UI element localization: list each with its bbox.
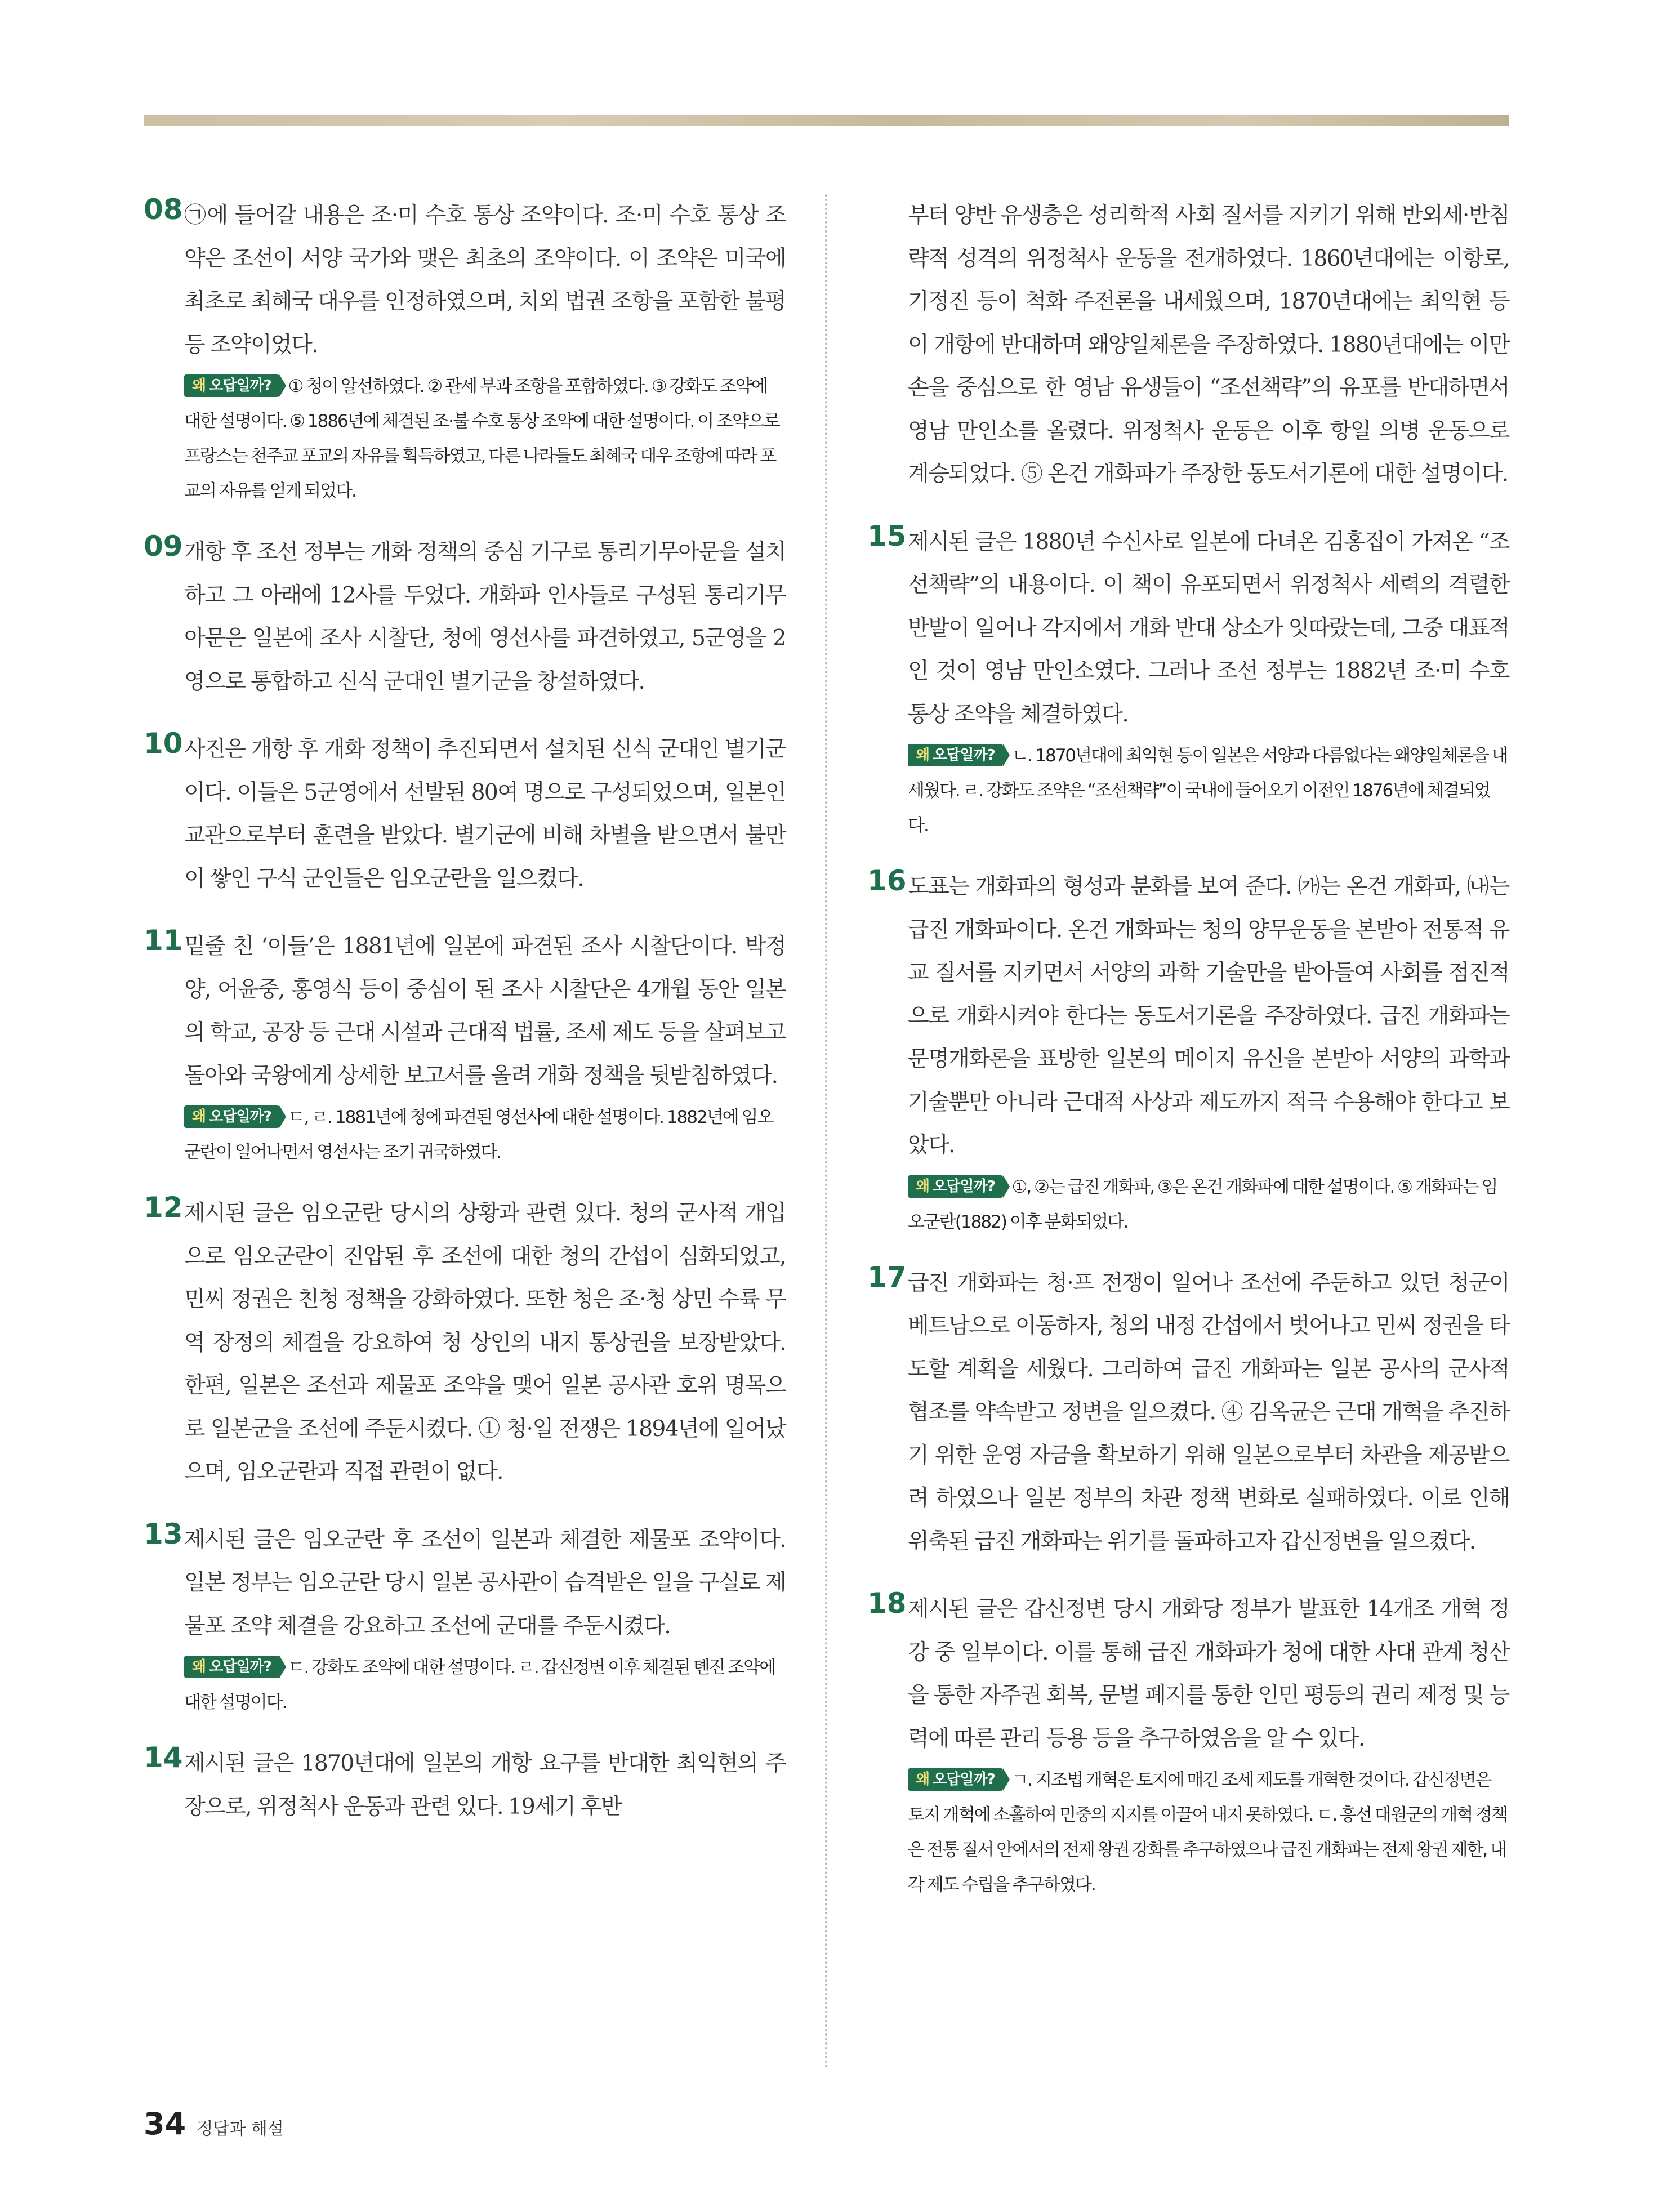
explanation-text: 제시된 글은 1880년 수신사로 일본에 다녀온 김홍집이 가져온 “조선책략”의 내용이다. 이 책이 유포되면서 위정척사 세력의 격렬한 반발이 일어나 각지에서 개화 반대 상소가 잇따랐는데, 그중 대표적인 것이 영남 만인소였다. 그러나 조선 정부는 1882년 조·미 수호 통상 조약을 체결하였다. — [908, 529, 1509, 727]
explanation-text: 제시된 글은 임오군란 당시의 상황과 관련 있다. 청의 군사적 개입으로 임오군란이 진압된 후 조선에 대한 청의 간섭이 심화되었고, 민씨 정권은 친청 정책을 강화하였다. 또한 청은 조·청 상민 수륙 무역 장정의 체결을 강요하여 청 상인의 내지 통상권을 보장받았다. 한편, 일본은 조선과 제물포 조약을 맺어 일본 공사관 호위 명목으로 일본군을 조선에 주둔시켰다. ① 청·일 전쟁은 1894년에 일어났으며, 임오군란과 직접 관련이 없다. — [184, 1201, 786, 1484]
explanation-text: 부터 양반 유생층은 성리학적 사회 질서를 지키기 위해 반외세·반침략적 성격의 위정척사 운동을 전개하였다. 1860년대에는 이항로, 기정진 등이 척화 주전론을 내세웠으며, 1870년대에는 최익현 등이 개항에 반대하며 왜양일체론을 주장하였다. 1880년대에는 이만손을 중심으로 한 영남 유생들이 “조선책략”의 유포를 반대하면서 영남 만인소를 올렸다. 위정척사 운동은 이후 항일 의병 운동으로 계승되었다. ⑤ 온건 개화파가 주장한 동도서기론에 대한 설명이다. — [908, 203, 1509, 487]
answer-item-12 — [144, 1192, 786, 1494]
answer-item-09 — [144, 531, 786, 703]
explanation-text: 제시된 글은 갑신정변 당시 개화당 정부가 발표한 14개조 개혁 정강 중 일부이다. 이를 통해 급진 개화파가 청에 대한 사대 관계 청산을 통한 자주권 회복, 문벌 폐지를 통한 인민 평등의 권리 제정 및 능력에 따른 관리 등용 등을 추구하였음을 알 수 있다. — [908, 1596, 1509, 1751]
right-column — [867, 194, 1509, 1902]
page-number: 34 — [144, 2106, 186, 2142]
column-divider — [825, 194, 827, 2070]
wrong-answer-note — [908, 1763, 1509, 1902]
wrong-answer-badge: 왜 오답일까? — [184, 1656, 279, 1678]
wrong-answer-note — [908, 738, 1509, 843]
answer-item-17 — [867, 1262, 1509, 1564]
answer-item-10 — [144, 728, 786, 900]
answer-item-08 — [144, 194, 786, 509]
item-number: 17 — [867, 1260, 907, 1294]
wrong-answer-badge: 왜 오답일까? — [184, 374, 279, 397]
item-number: 09 — [144, 530, 183, 563]
note-text: ㄷ. 강화도 조약에 대한 설명이다. ㄹ. 갑신정변 이후 체결된 톈진 조약에 대한 설명이다. — [184, 1657, 775, 1712]
left-column — [144, 194, 786, 1829]
answer-item-11 — [144, 925, 786, 1170]
explanation-text: ㉠에 들어갈 내용은 조·미 수호 통상 조약이다. 조·미 수호 통상 조약은 조선이 서양 국가와 맺은 최초의 조약이다. 이 조약은 미국에 최초로 최혜국 대우를 인정하였으며, 치외 법권 조항을 포함한 불평등 조약이었다. — [184, 203, 786, 358]
wrong-answer-badge: 왜 오답일까? — [184, 1105, 279, 1128]
wrong-answer-note — [184, 369, 786, 509]
item-number: 13 — [144, 1517, 183, 1550]
top-decorative-band — [144, 115, 1509, 126]
note-text: ㄱ. 지조법 개혁은 토지에 매긴 조세 제도를 개혁한 것이다. 갑신정변은 토지 개혁에 소홀하여 민중의 지지를 이끌어 내지 못하였다. ㄷ. 흥선 대원군의 개혁 정책은 전통 질서 안에서의 전제 왕권 강화를 추구하였으나 급진 개화파는 전제 왕권 제한, 내각 제도 수립을 추구하였다. — [908, 1770, 1508, 1895]
answer-item-14-continued — [867, 194, 1509, 496]
explanation-text: 밑줄 친 ‘이들’은 1881년에 일본에 파견된 조사 시찰단이다. 박정양, 어윤중, 홍영식 등이 중심이 된 조사 시찰단은 4개월 동안 일본의 학교, 공장 등 근대 시설과 근대적 법률, 조세 제도 등을 살펴보고 돌아와 국왕에게 상세한 보고서를 올려 개화 정책을 뒷받침하였다. — [184, 934, 786, 1089]
footer-label: 정답과 해설 — [197, 2119, 284, 2139]
wrong-answer-badge: 왜 오답일까? — [908, 1175, 1003, 1198]
answer-item-15 — [867, 521, 1509, 844]
item-number: 12 — [144, 1191, 183, 1224]
item-number: 14 — [144, 1741, 183, 1774]
explanation-text: 사진은 개항 후 개화 정책이 추진되면서 설치된 신식 군대인 별기군이다. 이들은 5군영에서 선발된 80여 명으로 구성되었으며, 일본인 교관으로부터 훈련을 받았다. 별기군에 비해 차별을 받으면서 불만이 쌓인 구식 군인들은 임오군란을 일으켰다. — [184, 737, 786, 891]
wrong-answer-badge: 왜 오답일까? — [908, 744, 1003, 766]
answer-item-18 — [867, 1588, 1509, 1902]
item-number: 11 — [144, 924, 183, 957]
wrong-answer-note — [184, 1650, 786, 1720]
page-footer — [144, 2106, 284, 2142]
note-text: ㄷ, ㄹ. 1881년에 청에 파견된 영선사에 대한 설명이다. 1882년에 임오군란이 일어나면서 영선사는 조기 귀국하였다. — [184, 1107, 773, 1162]
item-number: 10 — [144, 727, 183, 760]
explanation-text: 개항 후 조선 정부는 개화 정책의 중심 기구로 통리기무아문을 설치하고 그 아래에 12사를 두었다. 개화파 인사들로 구성된 통리기무아문은 일본에 조사 시찰단, 청에 영선사를 파견하였고, 5군영을 2영으로 통합하고 신식 군대인 별기군을 창설하였다. — [184, 539, 786, 694]
explanation-text: 급진 개화파는 청·프 전쟁이 일어나 조선에 주둔하고 있던 청군이 베트남으로 이동하자, 청의 내정 간섭에서 벗어나고 민씨 정권을 타도할 계획을 세웠다. 그리하여 급진 개화파는 일본 공사의 군사적 협조를 약속받고 정변을 일으켰다. ④ 김옥균은 근대 개혁을 추진하기 위한 운영 자금을 확보하기 위해 일본으로부터 차관을 제공받으려 하였으나 일본 정부의 차관 정책 변화로 실패하였다. 이로 인해 위축된 급진 개화파는 위기를 돌파하고자 갑신정변을 일으켰다. — [908, 1270, 1509, 1554]
item-number: 16 — [867, 864, 907, 897]
wrong-answer-badge: 왜 오답일까? — [908, 1768, 1003, 1791]
item-number: 08 — [144, 193, 183, 226]
answer-item-13 — [144, 1519, 786, 1720]
item-number: 18 — [867, 1587, 907, 1620]
wrong-answer-note — [184, 1100, 786, 1170]
item-number: 15 — [867, 519, 907, 552]
explanation-text: 제시된 글은 임오군란 후 조선이 일본과 체결한 제물포 조약이다. 일본 정부는 임오군란 당시 일본 공사관이 습격받은 일을 구실로 제물포 조약 체결을 강요하고 조선에 군대를 주둔시켰다. — [184, 1527, 786, 1639]
answer-item-16 — [867, 866, 1509, 1239]
answer-item-14 — [144, 1742, 786, 1829]
wrong-answer-note — [908, 1170, 1509, 1239]
explanation-text: 도표는 개화파의 형성과 분화를 보여 준다. ㈎는 온건 개화파, ㈏는 급진 개화파이다. 온건 개화파는 청의 양무운동을 본받아 전통적 유교 질서를 지키면서 서양의 과학 기술만을 받아들여 사회를 점진적으로 개화시켜야 한다는 동도서기론을 주장하였다. 급진 개화파는 문명개화론을 표방한 일본의 메이지 유신을 본받아 서양의 과학과 기술뿐만 아니라 근대적 사상과 제도까지 적극 수용해야 한다고 보았다. — [908, 874, 1509, 1158]
note-text: ①, ②는 급진 개화파, ③은 온건 개화파에 대한 설명이다. ⑤ 개화파는 임오군란(1882) 이후 분화되었다. — [908, 1176, 1497, 1232]
explanation-text: 제시된 글은 1870년대에 일본의 개항 요구를 반대한 최익현의 주장으로, 위정척사 운동과 관련 있다. 19세기 후반 — [184, 1751, 786, 1819]
note-text: ① 청이 알선하였다. ② 관세 부과 조항을 포함하였다. ③ 강화도 조약에 대한 설명이다. ⑤ 1886년에 체결된 조·불 수호 통상 조약에 대한 설명이다. 이 조약으로 프랑스는 천주교 포교의 자유를 획득하였고, 다른 나라들도 최혜국 대우 조항에 따라 포교의 자유를 얻게 되었다. — [184, 376, 779, 501]
note-text: ㄴ. 1870년대에 최익현 등이 일본은 서양과 다름없다는 왜양일체론을 내세웠다. ㄹ. 강화도 조약은 “조선책략”이 국내에 들어오기 이전인 1876년에 체결되었다. — [908, 746, 1508, 836]
